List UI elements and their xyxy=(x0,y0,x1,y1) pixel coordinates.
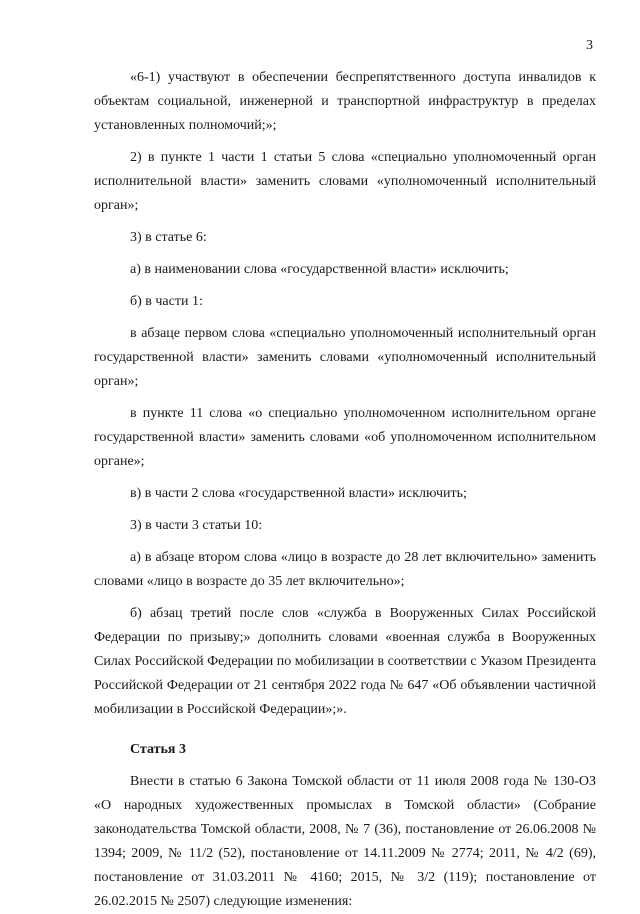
article-3-title: Статья 3 xyxy=(130,742,186,757)
paragraph-item-3v: в) в части 2 слова «государственной власти» исключить; xyxy=(130,486,467,501)
page-number: 3 xyxy=(586,38,593,53)
paragraph-item-3a: а) в наименовании слова «государственной власти» исключить; xyxy=(130,262,509,277)
article-3-text: Внести в статью 6 Закона Томской области от 11 июля 2008 года № 130-ОЗ «О народных художественных промыслах в Томской области» (Собрание законодательства Томской области, 2008, № 7 (36), постановление от 26.06.2008 № 1394; 2009, № 11/2 (52), постановление от 14.11.2009 № 2774; 2011, № 4/2 (69), постановление от 31.03.2011 № 4160; 2015, № 3/2 (119); постановление от 26.02.2015 № 2507) следующие изменения: xyxy=(94,774,596,909)
paragraph-item-3: 3) в статье 6: xyxy=(130,230,207,245)
document-body xyxy=(94,66,596,914)
paragraph-6-1: «6-1) участвуют в обеспечении беспрепятственного доступа инвалидов к объектам социальной, инженерной и транспортной инфраструктур в пределах установленных полномочий;»; xyxy=(94,70,596,133)
paragraph-art10-b: б) абзац третий после слов «служба в Вооруженных Силах Российской Федерации по призыву;» дополнить словами «военная служба в Вооруженных Силах Российской Федерации по мобилизации в соответствии с Указом Президента Российской Федерации от 21 сентября 2022 года № 647 «Об объявлении частичной мобилизации в Российской Федерации»;». xyxy=(94,606,596,717)
paragraph-item-2: 2) в пункте 1 части 1 статьи 5 слова «специально уполномоченный орган исполнительной власти» заменить словами «уполномоченный исполнительный орган»; xyxy=(94,150,596,213)
paragraph-punkt-11: в пункте 11 слова «о специально уполномоченном исполнительном органе государственной власти» заменить словами «об уполномоченном исполнительном органе»; xyxy=(94,406,596,469)
paragraph-item-3b: б) в части 1: xyxy=(130,294,203,309)
paragraph-first-abzac: в абзаце первом слова «специально уполномоченный исполнительный орган государственной власти» заменить словами «уполномоченный исполнительный орган»; xyxy=(94,326,596,389)
paragraph-art10-a: а) в абзаце втором слова «лицо в возрасте до 28 лет включительно» заменить словами «лицо в возрасте до 35 лет включительно»; xyxy=(94,550,596,589)
paragraph-item-3-art10: 3) в части 3 статьи 10: xyxy=(130,518,263,533)
